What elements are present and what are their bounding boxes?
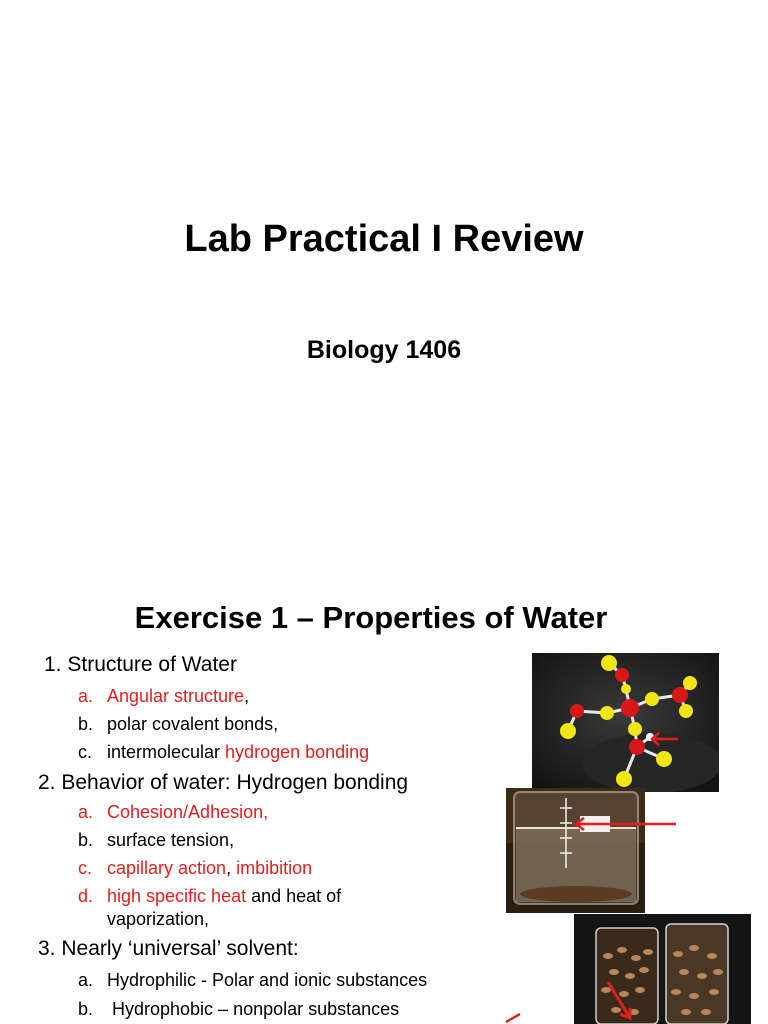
list-number: 1. [44,653,62,676]
list-text: Behavior of water: Hydrogen bonding [61,771,409,794]
imbibition-beans-photo [574,914,751,1024]
sub-text: and heat of [246,886,342,906]
list-number: 2. [38,771,56,794]
sub-item [78,858,312,879]
sub-label: a. [78,970,94,990]
beans-beakers-illustration [574,914,751,1024]
arrow-icon [504,1012,522,1024]
sub-label: c. [78,858,93,878]
sub-item [78,686,249,707]
sub-label: a. [78,686,94,706]
sub-item [78,830,234,851]
sub-item [78,970,427,991]
sub-label: d. [78,886,94,906]
highlight-text: high specific heat [107,886,247,906]
exercise-title: Exercise 1 – Properties of Water [134,600,608,635]
sub-item [78,714,278,735]
list-number: 3. [38,937,56,960]
sub-text: , [244,686,250,706]
highlight-text: capillary action [107,858,227,878]
highlight-text: Angular structure [107,686,245,706]
list-item-structure [44,653,237,677]
sub-item [78,886,341,907]
arrow-icon [570,816,680,832]
sub-item-continued: vaporization, [107,909,210,929]
list-item-solvent [38,937,299,961]
water-molecule-model-photo [532,653,719,792]
sub-text: Hydrophobic – nonpolar substances [107,999,400,1019]
sub-item [78,999,399,1020]
list-text: Nearly ‘universal’ solvent: [61,937,299,960]
beaker-water-photo [506,788,645,913]
sub-text: polar covalent bonds, [107,714,279,734]
sub-label: b. [78,714,94,734]
sub-label: b. [78,830,94,850]
slide-title: Lab Practical I Review [184,218,584,260]
sub-text: surface tension, [107,830,235,850]
highlight-text: imbibition [236,858,313,878]
sub-item [78,742,369,763]
sub-label: a. [78,802,94,822]
sub-text: Hydrophilic - Polar and ionic substances [107,970,428,990]
list-text: Structure of Water [67,653,237,676]
sub-text: , [226,858,237,878]
list-item-behavior [38,771,408,795]
beaker-illustration [506,788,645,913]
slide-subtitle: Biology 1406 [306,336,462,364]
sub-text: intermolecular [107,742,226,762]
sub-label: b. [78,999,94,1019]
content-slide [0,580,768,1024]
molecule-model-illustration [532,653,719,792]
highlight-text: hydrogen bonding [225,742,370,762]
highlight-text: Cohesion/Adhesion, [107,802,269,822]
sub-item [78,802,268,823]
sub-label: c. [78,742,93,762]
